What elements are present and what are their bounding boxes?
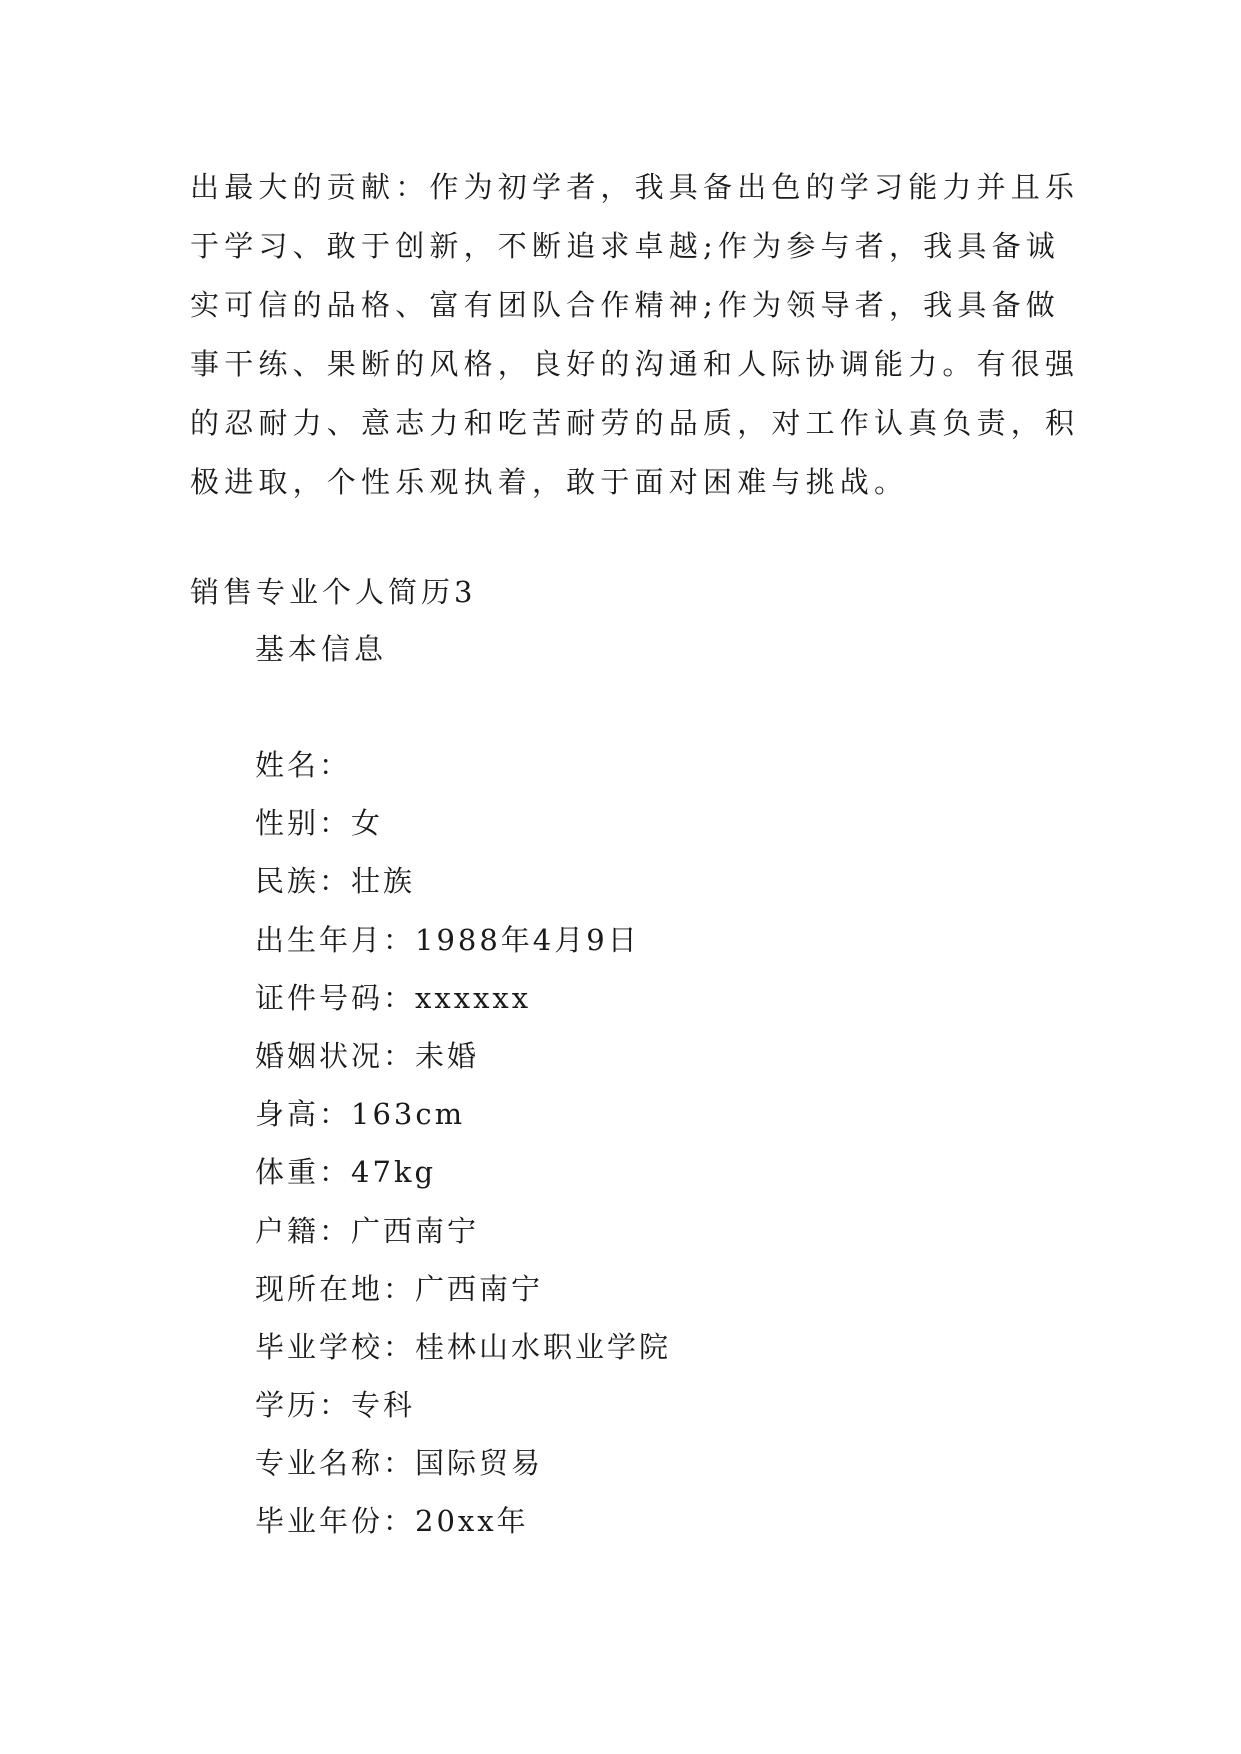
paragraph-line: 极进取，个性乐观执着，敢于面对困难与挑战。	[190, 465, 909, 499]
info-field-graduation-year: 毕业年份：20xx年	[255, 1504, 529, 1539]
intro-paragraph	[190, 158, 1080, 512]
info-field-household-registration: 户籍：广西南宁	[255, 1213, 480, 1248]
paragraph-line: 的忍耐力、意志力和吃苦耐劳的品质，对工作认真负责，积	[190, 406, 1080, 440]
paragraph-line: 实可信的品格、富有团队合作精神;作为领导者，我具备做	[190, 288, 1060, 322]
resume-title: 销售专业个人简历3	[190, 575, 477, 609]
info-field-ethnicity: 民族：壮族	[255, 864, 416, 899]
info-field-major: 专业名称：国际贸易	[255, 1446, 544, 1481]
info-field-id-number: 证件号码：xxxxxx	[255, 980, 532, 1015]
basic-info-list	[255, 743, 671, 1558]
info-field-birthdate: 出生年月：1988年4月9日	[255, 922, 640, 957]
info-field-school: 毕业学校：桂林山水职业学院	[255, 1329, 672, 1364]
paragraph-line: 事干练、果断的风格，良好的沟通和人际协调能力。有很强	[190, 347, 1080, 381]
info-field-marital-status: 婚姻状况：未婚	[255, 1038, 480, 1073]
section-title: 基本信息	[255, 632, 388, 666]
info-field-name: 姓名：	[255, 748, 352, 782]
info-field-education: 学历：专科	[255, 1388, 416, 1423]
info-field-current-location: 现所在地：广西南宁	[255, 1271, 544, 1306]
info-field-gender: 性别：女	[255, 806, 384, 841]
info-field-height: 身高：163cm	[255, 1097, 466, 1132]
paragraph-line: 于学习、敢于创新，不断追求卓越;作为参与者，我具备诚	[190, 229, 1060, 263]
paragraph-line: 出最大的贡献：作为初学者，我具备出色的学习能力并且乐	[190, 170, 1080, 204]
info-field-weight: 体重：47kg	[255, 1155, 437, 1190]
